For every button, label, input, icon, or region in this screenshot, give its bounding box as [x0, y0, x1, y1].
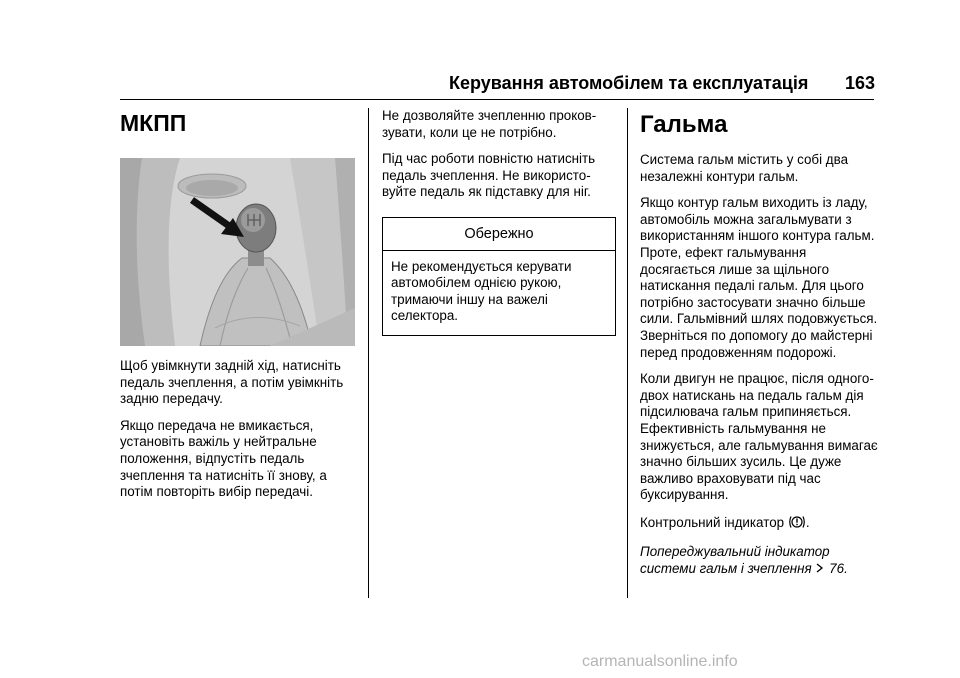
left-column — [120, 108, 358, 511]
section-title-manual-transmission: МКПП — [120, 110, 187, 136]
middle-column — [382, 108, 620, 336]
header-rule — [120, 99, 874, 100]
cross-reference-period: . — [844, 561, 848, 577]
left-paragraph-1: Щоб увімкнути задній хід, натисніть педаль зчеплення, а потім увімкніть задню передачу. — [120, 358, 344, 407]
middle-paragraph-1: Не дозволяйте зчепленню проковзувати, коли це не потрібно. — [382, 108, 597, 140]
running-header-title: Керування автомобілем та експлуатація — [449, 73, 809, 93]
column-divider-left — [368, 108, 369, 598]
gearshift-figure-svg — [120, 158, 355, 346]
indicator-line — [640, 514, 880, 535]
right-column — [640, 108, 880, 589]
middle-paragraph-2: Під час роботи повністю натисніть педаль зчеплення. Не використовуйте педаль як підставку для ніг. — [382, 151, 596, 200]
cross-reference-text: Попереджувальний індикатор системи гальм і зчеплення — [640, 544, 830, 577]
cross-reference[interactable] — [640, 544, 880, 578]
caution-box — [382, 217, 616, 336]
right-paragraph-3: Коли двигун не працює, після одного-двох натискань на педаль гальм дія підсилювача гальм припиняється. Ефективність гальмування не знижується, але гальмування вимагає значно більших зусиль. Це дуже важливо враховувати під час буксирування. — [640, 371, 878, 503]
right-paragraph-1: Система гальм містить у собі два незалежні контури гальм. — [640, 152, 849, 184]
caution-text: Не рекомендується керувати автомобілем однією рукою, тримаючи іншу на важелі селектора. — [391, 258, 572, 324]
watermark: carmanualsonline.info — [582, 653, 738, 670]
page-reference-arrow-icon — [815, 562, 825, 579]
brake-warning-icon — [788, 514, 806, 535]
indicator-text: Контрольний індикатор — [640, 514, 785, 530]
right-paragraph-2: Якщо контур гальм виходить із ладу, автомобіль можна загальмувати з використанням іншого контура гальм. Проте, ефект гальмування досягається лише за щільного натискання педалі гальм. Для цього потрібно застосувати значно більше сили. Гальмівний шлях подовжується. Зверніться по допомогу до майстерні перед продовженням подорожі. — [640, 195, 878, 360]
indicator-period: . — [805, 514, 810, 530]
left-paragraph-2: Якщо передача не вмикається, установіть важіль у нейтральне положення, відпустіть педаль зчеплення та натисніть її знову, а потім повторіть вибір передачі. — [120, 417, 327, 500]
section-title-brakes: Гальма — [640, 111, 728, 138]
caution-title: Обережно — [383, 218, 615, 251]
page-number: 163 — [845, 73, 876, 93]
cross-reference-page: 76 — [829, 561, 845, 577]
column-divider-right — [627, 108, 628, 598]
manual-gearshift-illustration — [120, 158, 355, 346]
